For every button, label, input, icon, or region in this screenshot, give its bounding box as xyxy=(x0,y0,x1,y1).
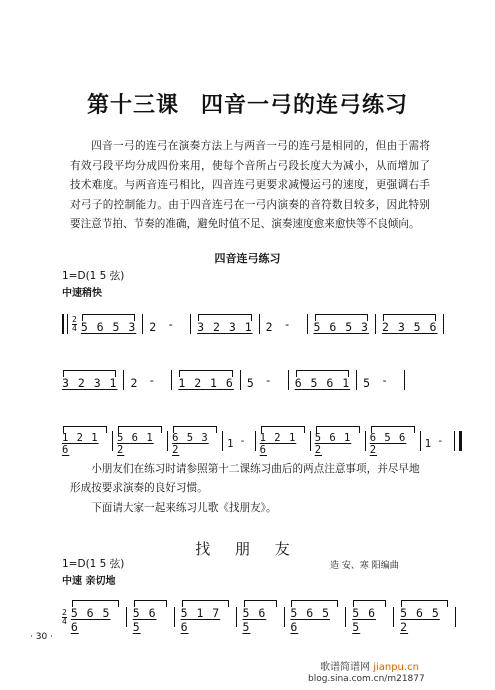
measure: 5 xyxy=(246,376,255,390)
hold-dash: - xyxy=(264,373,272,387)
advice-paragraph: 小朋友们在练习时请参照第十二课练习曲后的两点注意事项，并尽早地形成按要求演奏的良好习惯。 xyxy=(70,463,420,494)
measure: 1 2 1 6 xyxy=(260,426,306,456)
measure: 5 6 1 2 xyxy=(315,426,361,456)
exercise-key: 1=D(1 5 弦) xyxy=(62,270,125,282)
exercise-row-2 xyxy=(62,370,462,390)
exercise-tempo: 中速稍快 xyxy=(62,288,102,299)
song-credit: 造 安、寒 阳编曲 xyxy=(330,561,399,571)
measure: 5 6 5 3 xyxy=(81,314,136,334)
song-tempo: 中速 亲切地 xyxy=(62,576,116,587)
hold-dash: - xyxy=(437,435,444,447)
exercise-row-3 xyxy=(62,426,462,456)
hold-dash: - xyxy=(283,317,291,331)
lesson-name: 四音一弓的连弓练习 xyxy=(201,92,409,118)
lesson-title xyxy=(0,88,495,119)
measure: 5 6 5 2 xyxy=(400,600,449,634)
measure: 5 6 5 xyxy=(243,600,278,634)
time-signature: 2 4 xyxy=(72,314,77,333)
lesson-number: 第十三课 xyxy=(86,92,179,118)
hold-dash: - xyxy=(239,435,246,447)
exercise-row-1 xyxy=(62,314,462,334)
song-key: 1=D(1 5 弦) xyxy=(62,558,125,570)
measure: 3 2 3 1 xyxy=(197,314,252,334)
measure: 5 6 5 3 xyxy=(314,314,369,334)
measure: 5 6 5 6 xyxy=(290,600,339,634)
exercise-heading: 四音连弓练习 xyxy=(214,252,281,265)
measure: 1 2 1 6 xyxy=(62,426,108,456)
measure: 1 xyxy=(227,438,235,450)
measure: 2 3 5 6 xyxy=(382,314,437,334)
advice-intro-song: 下面请大家一起来练习儿歌《找朋友》。 xyxy=(91,502,277,514)
watermark-blog: blog.sina.com.cn/m21877 xyxy=(308,674,425,684)
hold-dash: - xyxy=(381,373,389,387)
measure: 6 5 3 2 xyxy=(172,426,218,456)
measure: 5 6 1 2 xyxy=(117,426,163,456)
measure: 5 1 7 6 xyxy=(181,600,230,634)
song-title: 找 朋 友 xyxy=(195,540,300,558)
measure: 1 xyxy=(424,438,433,450)
measure: 1 2 1 6 xyxy=(178,370,233,390)
time-signature: 2 4 xyxy=(62,607,67,626)
measure: 5 6 5 xyxy=(133,600,168,634)
measure: 5 6 5 xyxy=(352,600,387,634)
watermark-site-url: jianpu.cn xyxy=(373,662,419,673)
measure: 3 2 3 1 xyxy=(62,370,117,390)
measure: 2 xyxy=(265,320,274,334)
measure: 2 xyxy=(149,320,158,334)
repeat-start-barline xyxy=(62,314,68,334)
final-barline xyxy=(454,431,462,451)
measure: 5 6 5 6 xyxy=(71,600,120,634)
page-number: · 30 · xyxy=(30,632,53,642)
hold-dash: - xyxy=(167,317,175,331)
intro-paragraph: 四音一弓的连弓在演奏方法上与两音一弓的连弓是相同的，但由于需将有效弓段平均分成四份来用，使每个音所占弓段长度大为减小，从而增加了技术难度。与两音连弓相比，四音连弓更要求减慢运弓的速度，更强调右手对弓子的控制能力。由于四音连弓在一弓内演奏的音符数目较多，因此特别要注意节拍、节奏的准确，避免时值不足、演奏速度愈来愈快等不良倾向。 xyxy=(70,140,430,230)
measure: 5 xyxy=(363,376,372,390)
song-row-1 xyxy=(62,600,462,634)
hold-dash: - xyxy=(148,373,156,387)
measure: 6 5 6 1 xyxy=(295,370,350,390)
measure: 6 5 6 2 xyxy=(370,426,416,456)
watermark-site xyxy=(320,658,419,673)
watermark-site-name: 歌谱简谱网 xyxy=(320,662,370,673)
measure: 2 xyxy=(130,376,139,390)
